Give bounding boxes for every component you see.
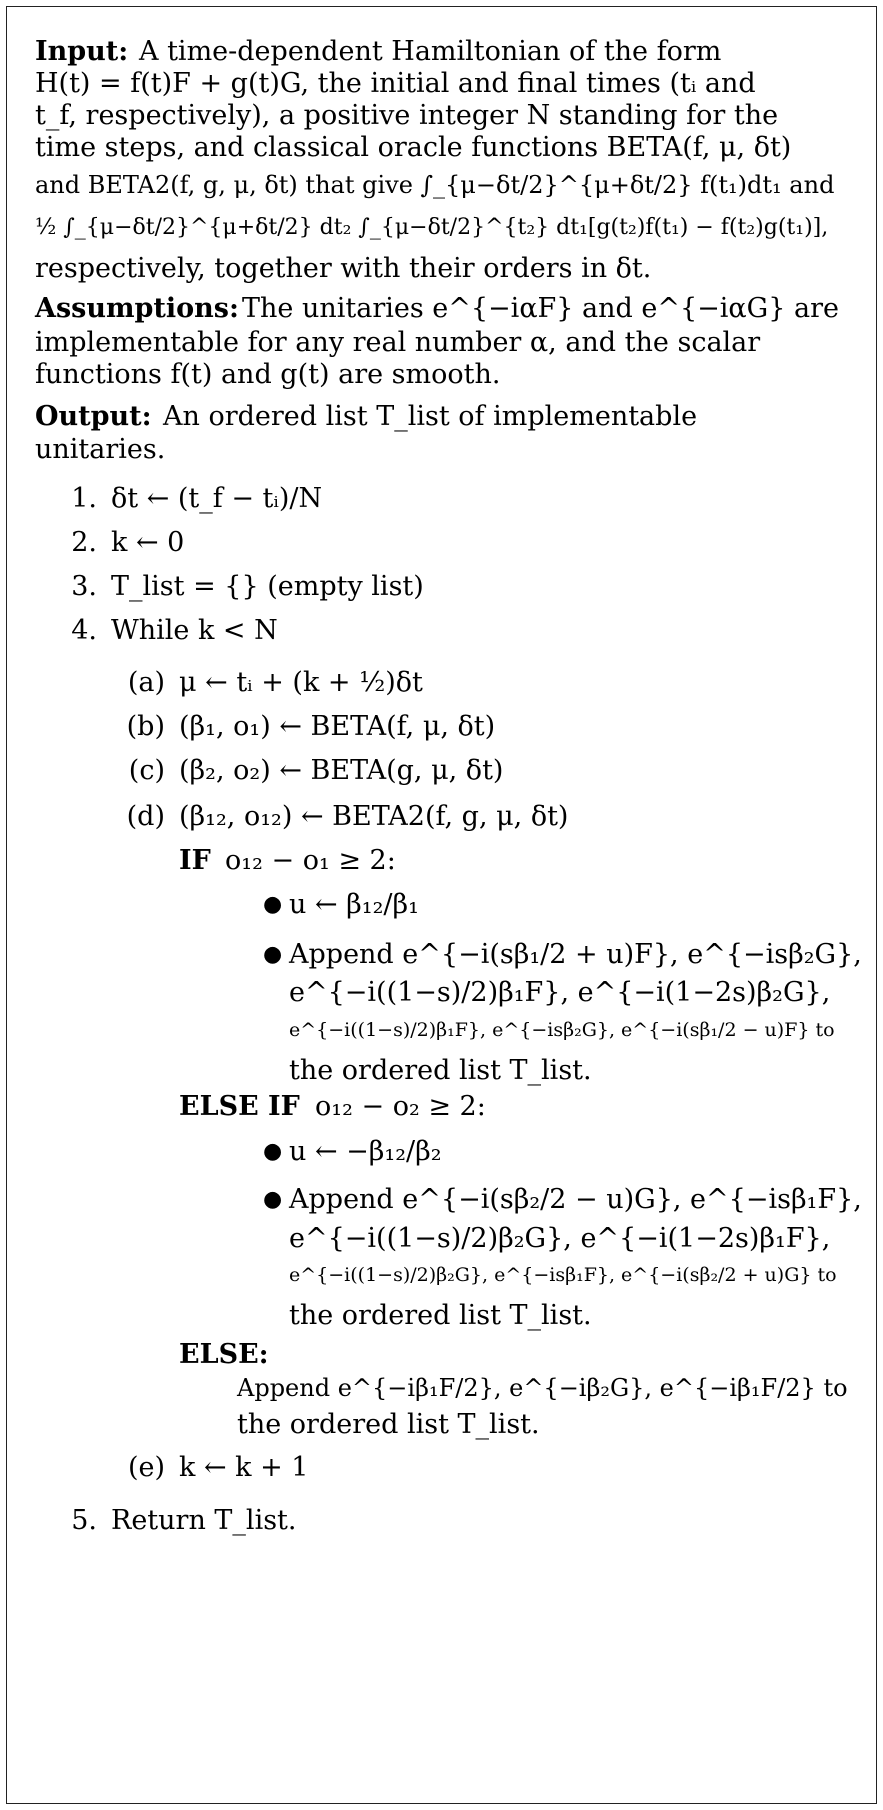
substep-e-label: (e) [127, 1452, 165, 1483]
output-line-1: An ordered list T_list of implementable [163, 401, 698, 432]
substep-b-text: (β₁, o₁) ← BETA(f, μ, δt) [179, 711, 496, 742]
step-1-number: 1. [71, 483, 97, 514]
input-line-2: H(t) = f(t)F + g(t)G, the initial and final times (tᵢ and [35, 68, 756, 99]
step-5-text: Return T_list. [111, 1505, 297, 1536]
step-4-number: 4. [71, 615, 97, 646]
elseif-bullet-2-dot: ● [263, 1187, 283, 1212]
elseif-keyword: ELSE IF [179, 1091, 300, 1122]
substep-a-text: μ ← tᵢ + (k + ½)δt [179, 667, 423, 698]
elseif-bullet-2-line-2: e^{−i((1−s)/2)β₂G}, e^{−i(1−2s)β₁F}, [289, 1223, 831, 1254]
algorithm-box [6, 6, 877, 1804]
output-heading: Output: [35, 401, 152, 432]
substep-d-text: (β₁₂, o₁₂) ← BETA2(f, g, μ, δt) [179, 801, 569, 832]
elseif-bullet-2-line-1: Append e^{−i(sβ₂/2 − u)G}, e^{−isβ₁F}, [289, 1184, 862, 1215]
if-bullet-1-text: u ← β₁₂/β₁ [289, 889, 419, 920]
input-line-7: respectively, together with their orders in δt. [35, 253, 652, 284]
output-line-2: unitaries. [35, 434, 166, 465]
else-line-1: Append e^{−iβ₁F/2}, e^{−iβ₂G}, e^{−iβ₁F/2} to [237, 1374, 848, 1402]
if-bullet-1-dot: ● [263, 892, 283, 917]
assumptions-line-1: The unitaries e^{−iαF} and e^{−iαG} are [242, 293, 839, 324]
else-line-2: the ordered list T_list. [237, 1409, 540, 1440]
substep-e-text: k ← k + 1 [179, 1452, 309, 1483]
substep-b-label: (b) [126, 711, 165, 742]
step-1-text: δt ← (t_f − tᵢ)/N [111, 483, 323, 514]
step-2-number: 2. [71, 527, 97, 558]
input-line-1: A time-dependent Hamiltonian of the form [139, 36, 722, 67]
assumptions-line-3: functions f(t) and g(t) are smooth. [35, 359, 501, 390]
if-bullet-2-dot: ● [263, 942, 283, 967]
input-line-4: time steps, and classical oracle functions BETA(f, μ, δt) [35, 132, 792, 163]
assumptions-heading: Assumptions: [35, 293, 239, 324]
if-bullet-2-line-4: the ordered list T_list. [289, 1055, 592, 1086]
elseif-condition: o₁₂ − o₂ ≥ 2: [315, 1091, 486, 1122]
step-2-text: k ← 0 [111, 527, 185, 558]
input-line-5: and BETA2(f, g, μ, δt) that give ∫_{μ−δt/2}^{μ+δt/2} f(t₁)dt₁ and [35, 171, 835, 199]
substep-c-text: (β₂, o₂) ← BETA(g, μ, δt) [179, 755, 504, 786]
step-3-text: T_list = {} (empty list) [111, 571, 424, 602]
elseif-bullet-1-text: u ← −β₁₂/β₂ [289, 1136, 442, 1167]
step-3-number: 3. [71, 571, 97, 602]
input-line-3: t_f, respectively), a positive integer N standing for the [35, 100, 779, 131]
if-bullet-2-line-3: e^{−i((1−s)/2)β₁F}, e^{−isβ₂G}, e^{−i(sβ₁/2 − u)F} to [289, 1019, 835, 1041]
if-bullet-2-line-1: Append e^{−i(sβ₁/2 + u)F}, e^{−isβ₂G}, [289, 939, 862, 970]
input-line-6: ½ ∫_{μ−δt/2}^{μ+δt/2} dt₂ ∫_{μ−δt/2}^{t₂} dt₁[g(t₂)f(t₁) − f(t₂)g(t₁)], [35, 215, 829, 240]
substep-d-label: (d) [126, 801, 165, 832]
step-5-number: 5. [71, 1505, 97, 1536]
substep-c-label: (c) [128, 755, 165, 786]
elseif-bullet-2-line-3: e^{−i((1−s)/2)β₂G}, e^{−isβ₁F}, e^{−i(sβ₂/2 + u)G} to [289, 1264, 837, 1286]
input-heading: Input: [35, 36, 129, 67]
step-4-text: While k < N [111, 615, 278, 646]
else-keyword: ELSE: [179, 1339, 269, 1370]
elseif-bullet-2-line-4: the ordered list T_list. [289, 1300, 592, 1331]
if-condition: o₁₂ − o₁ ≥ 2: [225, 845, 396, 876]
substep-a-label: (a) [127, 667, 165, 698]
if-bullet-2-line-2: e^{−i((1−s)/2)β₁F}, e^{−i(1−2s)β₂G}, [289, 977, 831, 1008]
assumptions-line-2: implementable for any real number α, and the scalar [35, 327, 761, 358]
elseif-bullet-1-dot: ● [263, 1139, 283, 1164]
if-keyword: IF [179, 845, 211, 876]
